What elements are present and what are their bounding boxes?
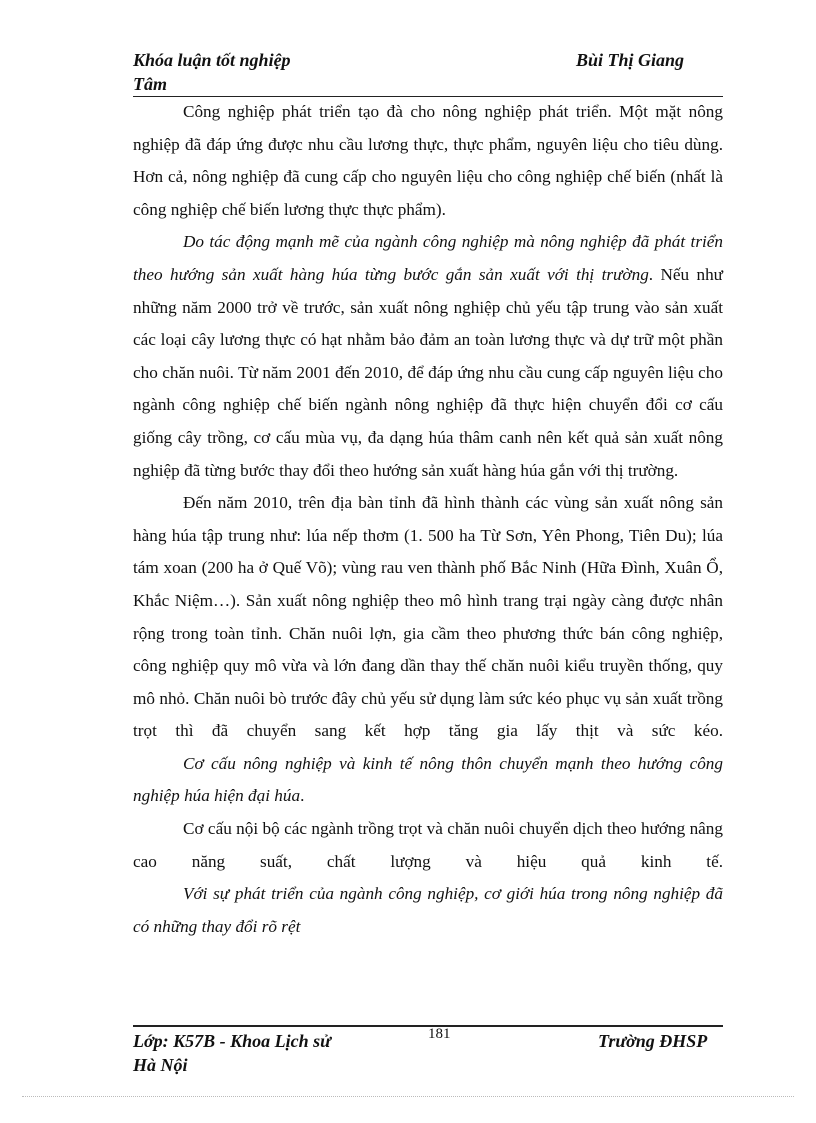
paragraph-6	[133, 878, 723, 943]
header-author-name: Bùi Thị Giang	[576, 50, 685, 70]
document-body	[133, 96, 723, 943]
paragraph-2	[133, 226, 723, 487]
paragraph-2-italic: Do tác động mạnh mẽ của ngành công nghiệp mà nông nghiệp đã phát triển theo hướng sản xuất hàng húa từng bước gắn sản xuất với thị trường	[133, 232, 723, 284]
paragraph-4-rest: .	[300, 786, 305, 806]
paragraph-4-italic: Cơ cấu nông nghiệp và kinh tế nông thôn chuyển mạnh theo hướng công nghiệp húa hiện đại húa	[133, 753, 723, 806]
footer-class-label: Lớp: K57B - Khoa Lịch sử	[133, 1031, 331, 1051]
footer-university: Trường ĐHSP	[598, 1031, 708, 1051]
paragraph-5: Cơ cấu nội bộ các ngành trồng trọt và chăn nuôi chuyển dịch theo hướng nâng cao năng suất, chất lượng và hiệu quả kinh tế.	[133, 819, 723, 871]
paragraph-2-rest: . Nếu như những năm 2000 trở về trước, sản xuất nông nghiệp chủ yếu tập trung vào sản xuất các loại cây lương thực có hạt nhằm bảo đảm an toàn lương thực và dự trữ một phần cho chăn nuôi. Từ năm 2001 đến 2010, để đáp ứng nhu cầu cung cấp nguyên liệu cho ngành công nghiệp chế biến ngành nông nghiệp đã thực hiện chuyển đổi cơ cấu giống cây trồng, cơ cấu mùa vụ, đa dạng húa thâm canh nên kết quả sản xuất nông nghiệp đã từng bước thay đổi theo hướng sản xuất hàng húa gắn với thị trường.	[133, 264, 723, 480]
page-edge-dots	[22, 1096, 794, 1097]
paragraph-3: Đến năm 2010, trên địa bàn tỉnh đã hình thành các vùng sản xuất nông sản hàng húa tập trung như: lúa nếp thơm (1. 500 ha Từ Sơn, Yên Phong, Tiên Du); lúa tám xoan (200 ha ở Quế Võ); vùng rau ven thành phố Bắc Ninh (Hữa Đình, Xuân Ổ, Khắc Niệm…). Sản xuất nông nghiệp theo mô hình trang trại ngày càng được nhân rộng trong toàn tỉnh. Chăn nuôi lợn, gia cầm theo phương thức bán công nghiệp, công nghiệp quy mô vừa và lớn đang dần thay thế chăn nuôi kiểu truyền thống, quy mô nhỏ. Chăn nuôi bò trước đây chủ yếu sử dụng làm sức kéo phục vụ sản xuất trồng trọt thì đã chuyển sang kết hợp tăng gia lấy thịt và sức kéo.	[133, 493, 723, 741]
paragraph-1: Công nghiệp phát triển tạo đà cho nông nghiệp phát triển. Một mặt nông nghiệp đã đáp ứng được nhu cầu lương thực, thực phẩm, nguyên liệu cho tiêu dùng. Hơn cả, nông nghiệp đã cung cấp cho nguyên liệu cho công nghiệp chế biến (nhất là công nghiệp chế biến lương thực thực phẩm).	[133, 102, 723, 219]
paragraph-6-italic: Với sự phát triển của ngành công nghiệp, cơ giới húa trong nông nghiệp đã có những thay đổi rõ rệt	[133, 884, 723, 936]
header-line2: Tâm	[133, 74, 167, 94]
page-number: 181	[428, 1026, 451, 1042]
footer-line2: Hà Nội	[133, 1055, 188, 1075]
paragraph-4	[133, 748, 723, 813]
header-author-title: Khóa luận tốt nghiệp	[133, 50, 291, 70]
